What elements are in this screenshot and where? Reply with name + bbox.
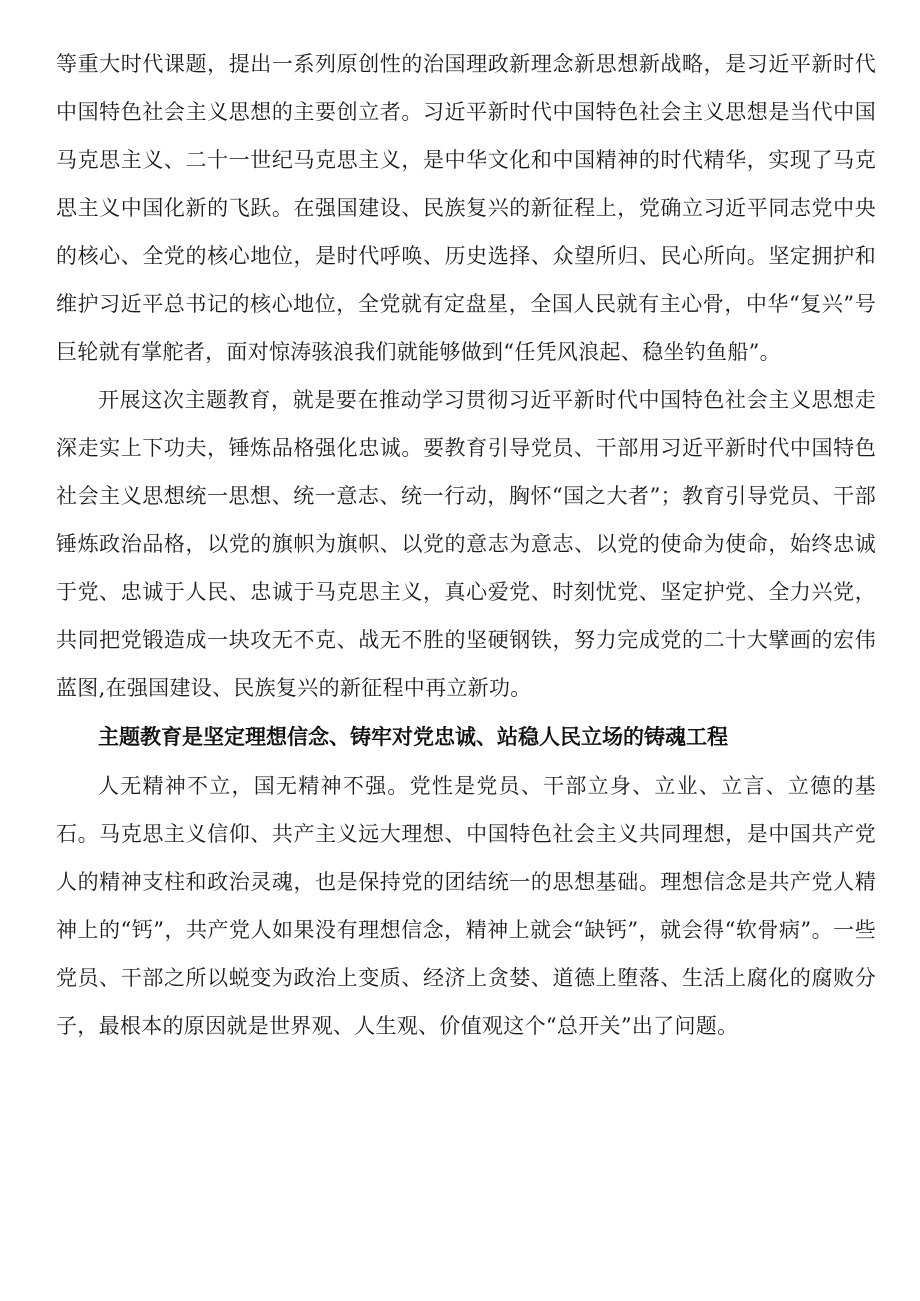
paragraph-continuation: 等重大时代课题，提出一系列原创性的治国理政新理念新思想新战略，是习近平新时代中国特色社会主义思想的主要创立者。习近平新时代中国特色社会主义思想是当代中国马克思主义、二十一世纪马克思主义，是中华文化和中国精神的时代精华，实现了马克思主义中国化新的飞跃。在强国建设、民族复兴的新征程上，党确立习近平同志党中央的核心、全党的核心地位，是时代呼唤、历史选择、众望所归、民心所向。坚定拥护和维护习近平总书记的核心地位，全党就有定盘星，全国人民就有主心骨，中华“复兴”号巨轮就有掌舵者，面对惊涛骇浪我们就能够做到“任凭风浪起、稳坐钓鱼船”。 <box>56 52 876 364</box>
paragraph-ideals-beliefs: 人无精神不立，国无精神不强。党性是党员、干部立身、立业、立言、立德的基石。马克思主义信仰、共产主义远大理想、中国特色社会主义共同理想，是中国共产党人的精神支柱和政治灵魂，也是保持党的团结统一的思想基础。理想信念是共产党人精神上的“钙”，共产党人如果没有理想信念，精神上就会“缺钙”，就会得“软骨病”。一些党员、干部之所以蜕变为政治上变质、经济上贪婪、道德上堕落、生活上腐化的腐败分子，最根本的原因就是世界观、人生观、价值观这个“总开关”出了问题。 <box>56 774 876 1038</box>
section-heading: 主题教育是坚定理想信念、铸牢对党忠诚、站稳人民立场的铸魂工程 <box>98 725 728 749</box>
paragraph-theme-education: 开展这次主题教育，就是要在推动学习贯彻习近平新时代中国特色社会主义思想走深走实上下功夫，锤炼品格强化忠诚。要教育引导党员、干部用习近平新时代中国特色社会主义思想统一思想、统一意志、统一行动，胸怀“国之大者”；教育引导党员、干部锤炼政治品格，以党的旗帜为旗帜、以党的意志为意志、以党的使命为使命，始终忠诚于党、忠诚于人民、忠诚于马克思主义，真心爱党、时刻忧党、坚定护党、全力兴党，共同把党锻造成一块攻无不克、战无不胜的坚硬钢铁，努力完成党的二十大擘画的宏伟蓝图,在强国建设、民族复兴的新征程中再立新功。 <box>56 388 876 700</box>
document-page <box>56 40 876 1050</box>
